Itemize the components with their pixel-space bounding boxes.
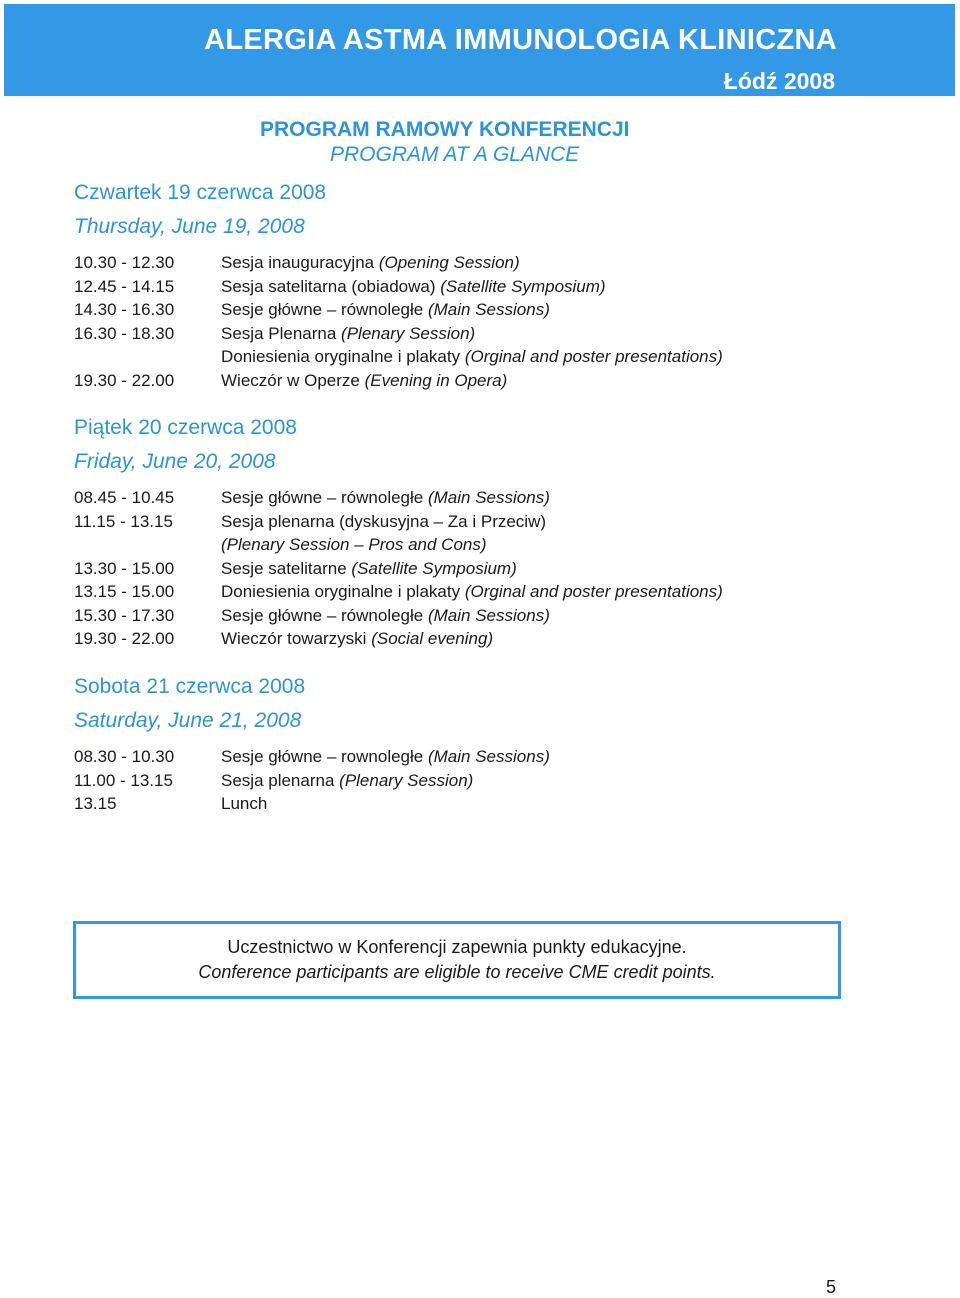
day-title-en: Saturday, June 21, 2008 [74,709,302,732]
session-time: 08.45 - 10.45 [74,488,175,507]
schedule-row [74,769,834,793]
session-description [221,322,475,346]
session-description [221,345,723,369]
schedule-row [74,369,834,393]
session-time: 12.45 - 14.15 [74,276,175,296]
session-name: Sesje główne – równoległe [221,488,424,507]
session-description [221,486,550,510]
session-time [74,533,221,557]
session-name: Sesja inauguracyjna [221,253,375,272]
schedule-row [74,510,834,534]
session-description [221,369,507,393]
session-description [221,298,550,322]
session-time: 10.30 - 12.30 [74,253,175,272]
session-name-en: (Satellite Symposium) [440,276,606,296]
schedule-saturday [74,745,834,816]
schedule-row [74,345,834,369]
session-name: Sesje główne – równoległe [221,300,424,319]
session-description [221,627,493,651]
session-description [221,557,517,581]
session-name-en: (Opening Session) [378,253,520,272]
session-name: Doniesienia oryginalne i plakaty [221,347,461,366]
session-name: Wieczór towarzyski [221,629,367,648]
schedule-row [74,580,834,604]
schedule-row [74,557,834,581]
schedule-thursday [74,251,834,392]
session-name-en: (Social evening) [371,629,494,648]
session-name-en: (Main Sessions) [427,605,550,625]
session-name: Sesja satelitarna (obiadowa) [221,276,436,296]
schedule-row [74,792,834,816]
schedule-row [74,604,834,628]
session-name: Sesje satelitarne [221,558,347,578]
session-time: 11.00 - 13.15 [74,770,173,790]
session-description [221,275,606,299]
session-time: 13.30 - 15.00 [74,558,175,578]
session-description [221,604,550,628]
session-name-en: (Plenary Session) [341,323,476,343]
day-title-en: Thursday, June 19, 2008 [74,215,305,238]
session-description [221,251,520,275]
cme-notice-box [73,921,841,999]
session-time: 15.30 - 17.30 [74,605,175,625]
day-heading-friday [74,416,297,474]
session-name: Sesje główne – rownoległe [221,747,424,766]
session-time: 19.30 - 22.00 [74,370,175,390]
conference-city-year: Łódź 2008 [723,68,835,94]
notice-text-en: Conference participants are eligible to receive CME credit points. [198,962,716,982]
session-description [221,769,473,793]
schedule-row [74,745,834,769]
session-description [221,533,487,557]
session-name: Lunch [221,794,268,813]
session-name-en: (Orginal and poster presentations) [464,582,723,601]
session-name-en: (Satellite Symposium) [351,558,517,578]
schedule-row [74,486,834,510]
session-description [221,792,267,816]
page-number: 5 [826,1277,837,1297]
schedule-row [74,275,834,299]
session-name: Sesje główne – równoległe [221,605,424,625]
schedule-row [74,298,834,322]
session-name-en: (Plenary Session – Pros and Cons) [221,535,487,554]
schedule-row [74,533,834,557]
session-name: Doniesienia oryginalne i plakaty [221,582,461,601]
header-banner [4,4,955,96]
session-time: 08.30 - 10.30 [74,747,175,766]
session-time: 19.30 - 22.00 [74,629,175,648]
session-name-en: (Evening in Opera) [364,370,508,390]
session-time: 13.15 - 15.00 [74,582,175,601]
conference-title: ALERGIA ASTMA IMMUNOLOGIA KLINICZNA [204,24,837,56]
session-description [221,745,550,769]
session-time: 14.30 - 16.30 [74,300,175,319]
session-description [221,580,723,604]
schedule-row [74,251,834,275]
program-heading [260,118,650,167]
session-time [74,345,221,369]
session-name-en: (Main Sessions) [427,300,550,319]
session-name-en: (Plenary Session) [339,770,474,790]
session-name-en: (Main Sessions) [427,488,550,507]
day-title-pl: Czwartek 19 czerwca 2008 [74,181,327,204]
session-name-en: (Main Sessions) [427,747,550,766]
day-title-en: Friday, June 20, 2008 [74,450,276,473]
program-title: PROGRAM RAMOWY KONFERENCJI [260,118,630,141]
notice-text-pl: Uczestnictwo w Konferencji zapewnia punkty edukacyjne. [227,937,687,957]
schedule-row [74,322,834,346]
schedule-friday [74,486,834,651]
session-description [221,510,546,534]
day-title-pl: Piątek 20 czerwca 2008 [74,416,297,439]
session-time: 11.15 - 13.15 [74,511,173,531]
day-heading-thursday [74,181,326,239]
session-name: Sesja plenarna (dyskusyjna – Za i Przeciw) [221,511,547,531]
schedule-row [74,627,834,651]
session-time: 13.15 [74,794,117,813]
day-title-pl: Sobota 21 czerwca 2008 [74,675,306,698]
day-heading-saturday [74,675,305,733]
session-name: Wieczór w Operze [221,370,360,390]
session-time: 16.30 - 18.30 [74,323,175,343]
session-name: Sesja Plenarna [221,323,337,343]
program-subtitle: PROGRAM AT A GLANCE [330,143,580,166]
session-name: Sesja plenarna [221,770,335,790]
session-name-en: (Orginal and poster presentations) [464,347,723,366]
